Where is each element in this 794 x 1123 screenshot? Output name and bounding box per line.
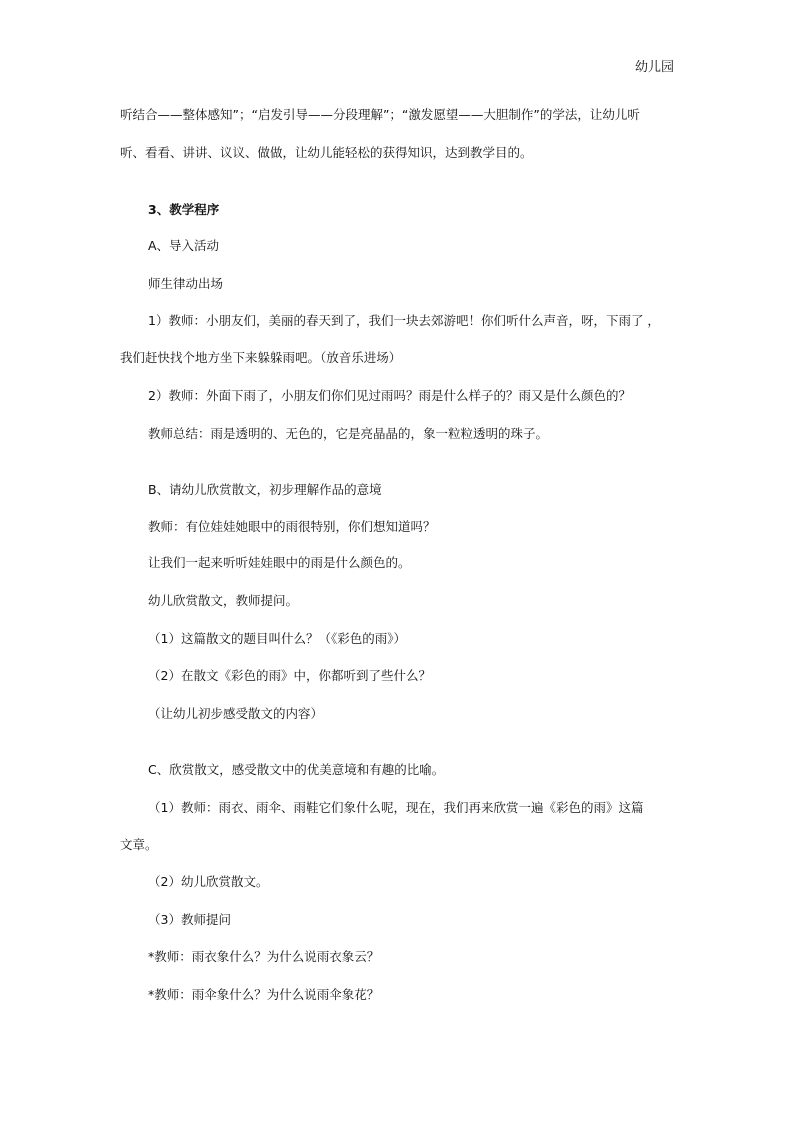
paragraph-line: 听结合——整体感知”；“启发引导——分段理解”；“激发愿望——大胆制作”的学法，让幼儿听 xyxy=(120,107,640,122)
paragraph-line: 教师：有位娃娃她眼中的雨很特别，你们想知道吗？ xyxy=(148,519,436,534)
paragraph-line: （让幼儿初步感受散文的内容） xyxy=(148,706,324,721)
paragraph-line: 文章。 xyxy=(120,837,158,852)
subheading: C、欣赏散文，感受散文中的优美意境和有趣的比喻。 xyxy=(148,762,445,777)
list-item: （3）教师提问 xyxy=(148,912,231,927)
list-item: （1）教师：雨衣、雨伞、雨鞋它们象什么呢，现在，我们再来欣赏一遍《彩色的雨》这篇 xyxy=(148,800,644,815)
subheading: B、请幼儿欣赏散文，初步理解作品的意境 xyxy=(148,482,382,497)
list-item: （1）这篇散文的题目叫什么？（《彩色的雨》） xyxy=(148,631,406,646)
subheading: A、导入活动 xyxy=(148,238,220,253)
page-header: 幼儿园 xyxy=(634,60,674,75)
list-item: （2）在散文《彩色的雨》中，你都听到了些什么？ xyxy=(148,668,431,683)
list-item: （2）幼儿欣赏散文。 xyxy=(148,874,269,889)
paragraph-line: *教师：雨伞象什么？为什么说雨伞象花？ xyxy=(148,987,380,1002)
paragraph-line: 师生律动出场 xyxy=(148,276,224,291)
paragraph-line: 2）教师：外面下雨了，小朋友们你们见过雨吗？雨是什么样子的？雨又是什么颜色的？ xyxy=(148,388,631,403)
paragraph-line: 让我们一起来听听娃娃眼中的雨是什么颜色的。 xyxy=(148,555,411,570)
paragraph-line: 1）教师：小朋友们，美丽的春天到了，我们一块去郊游吧！你们听什么声音，呀，下雨了 ， xyxy=(148,313,660,328)
paragraph-line: 教师总结：雨是透明的、无色的，它是亮晶晶的，象一粒粒透明的珠子。 xyxy=(148,426,549,441)
paragraph-line: 我们赶快找个地方坐下来躲躲雨吧。（放音乐进场） xyxy=(120,350,402,365)
paragraph-line: 幼儿欣赏散文，教师提问。 xyxy=(148,593,299,608)
section-heading: 3、教学程序 xyxy=(148,202,220,217)
paragraph-line: 听、看看、讲讲、议议、做做，让幼儿能轻松的获得知识，达到教学目的。 xyxy=(120,145,533,160)
paragraph-line: *教师：雨衣象什么？为什么说雨衣象云？ xyxy=(148,949,380,964)
